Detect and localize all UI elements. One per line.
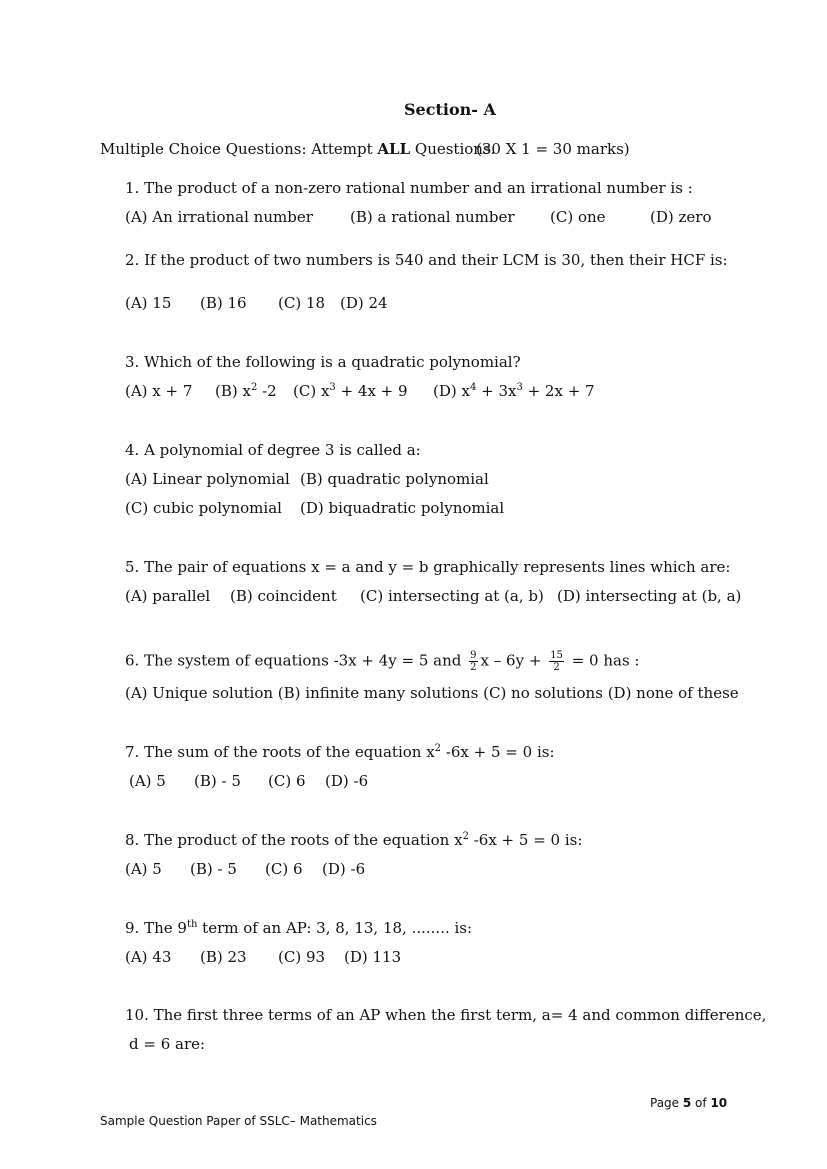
q8-option-a: (A) 5	[125, 860, 162, 878]
q9-option-b: (B) 23	[200, 948, 247, 966]
q6-text-part-2: x – 6y +	[480, 651, 542, 670]
q5-option-a: (A) parallel	[125, 587, 211, 605]
q3-option-b-exponent: 2	[250, 382, 258, 393]
q6-options: (A) Unique solution (B) infinite many solutions (C) no solutions (D) none of these	[125, 684, 739, 702]
q6-text-part-3: = 0 has :	[566, 651, 640, 670]
q7-exponent: 2	[434, 743, 442, 754]
q6-fraction-2-numerator: 15	[550, 650, 563, 661]
question-10: 10. The first three terms of an AP when the first term, a= 4 and common difference,	[125, 1006, 767, 1024]
page-number-current: 5	[682, 1096, 692, 1110]
q6-text-part-1: 6. The system of equations -3x + 4y = 5 and	[125, 651, 462, 670]
question-4: 4. A polynomial of degree 3 is called a:	[125, 441, 421, 459]
question-2: 2. If the product of two numbers is 540 and their LCM is 30, then their HCF is:	[125, 251, 728, 269]
question-6	[125, 650, 639, 673]
q1-option-d: (D) zero	[650, 208, 712, 226]
question-1: 1. The product of a non-zero rational number and an irrational number is :	[125, 179, 693, 197]
q7-text-part-1: 7. The sum of the roots of the equation x	[125, 743, 435, 761]
q6-fraction-1-numerator: 9	[470, 650, 477, 661]
q3-option-d-base: (D) x	[433, 382, 470, 400]
q2-option-c: (C) 18	[278, 294, 326, 312]
q3-option-c-rest: + 4x + 9	[335, 382, 408, 400]
q3-option-d	[433, 382, 595, 400]
q3-option-d-middle: + 3x	[476, 382, 517, 400]
q2-option-b: (B) 16	[200, 294, 247, 312]
q5-option-c: (C) intersecting at (a, b)	[360, 587, 544, 605]
q7-option-b: (B) - 5	[194, 772, 241, 790]
footer-document-title: Sample Question Paper of SSLC– Mathematics	[100, 1114, 377, 1128]
q7-option-c: (C) 6	[268, 772, 306, 790]
q7-option-d: (D) -6	[325, 772, 369, 790]
question-8	[125, 831, 582, 849]
page-number-total: 10	[710, 1096, 728, 1110]
question-10-line-2: d = 6 are:	[129, 1035, 206, 1053]
page-number	[650, 1094, 727, 1112]
q9-option-a: (A) 43	[125, 948, 172, 966]
q7-option-a: (A) 5	[129, 772, 166, 790]
q9-superscript: th	[186, 919, 198, 930]
q4-option-a: (A) Linear polynomial	[125, 470, 290, 488]
instructions-emphasis: ALL	[377, 140, 411, 158]
q8-option-b: (B) - 5	[190, 860, 237, 878]
q6-fraction-2	[549, 650, 564, 673]
q9-text-part-1: 9. The 9	[125, 919, 187, 937]
q4-option-d: (D) biquadratic polynomial	[300, 499, 505, 517]
q3-option-c	[293, 382, 408, 400]
q1-option-c: (C) one	[550, 208, 606, 226]
question-5: 5. The pair of equations x = a and y = b graphically represents lines which are:	[125, 558, 731, 576]
q3-option-c-exponent: 3	[329, 382, 336, 393]
q4-option-c: (C) cubic polynomial	[125, 499, 282, 517]
q9-option-d: (D) 113	[344, 948, 402, 966]
q9-option-c: (C) 93	[278, 948, 326, 966]
q1-option-b: (B) a rational number	[350, 208, 515, 226]
q9-text-part-2: term of an AP: 3, 8, 13, 18, ........ is:	[197, 919, 473, 937]
q6-fraction-1	[469, 650, 477, 673]
q8-option-c: (C) 6	[265, 860, 303, 878]
q3-option-b-base: (B) x	[215, 382, 251, 400]
q3-option-d-exponent-2: 3	[516, 382, 523, 393]
q7-text-part-2: -6x + 5 = 0 is:	[441, 743, 555, 761]
q3-option-d-exponent-1: 4	[469, 382, 477, 393]
q2-option-a: (A) 15	[125, 294, 172, 312]
q4-option-b: (B) quadratic polynomial	[300, 470, 489, 488]
page-number-prefix: Page	[650, 1096, 683, 1110]
q5-option-b: (B) coincident	[230, 587, 337, 605]
q8-exponent: 2	[462, 831, 469, 842]
q1-option-a: (A) An irrational number	[125, 208, 313, 226]
q8-text-part-1: 8. The product of the roots of the equation x	[125, 831, 463, 849]
instructions-prefix: Multiple Choice Questions: Attempt	[100, 140, 378, 158]
question-3: 3. Which of the following is a quadratic polynomial?	[125, 353, 521, 371]
q8-text-part-2: -6x + 5 = 0 is:	[468, 831, 583, 849]
section-title: Section- A	[404, 100, 496, 119]
q6-fraction-2-denominator: 2	[553, 662, 560, 673]
q3-option-c-base: (C) x	[293, 382, 330, 400]
q3-option-b	[215, 382, 277, 400]
instructions-suffix: Questions.	[410, 140, 496, 158]
question-7	[125, 743, 555, 761]
q6-fraction-1-denominator: 2	[470, 662, 477, 673]
marks-label: (30 X 1 = 30 marks)	[476, 140, 630, 158]
q5-option-d: (D) intersecting at (b, a)	[557, 587, 742, 605]
instructions	[100, 140, 495, 158]
q3-option-d-rest: + 2x + 7	[522, 382, 595, 400]
q3-option-a: (A) x + 7	[125, 382, 193, 400]
q3-option-b-rest: -2	[257, 382, 277, 400]
q2-option-d: (D) 24	[340, 294, 388, 312]
question-9	[125, 919, 472, 937]
page-number-of: of	[691, 1096, 711, 1110]
q8-option-d: (D) -6	[322, 860, 366, 878]
